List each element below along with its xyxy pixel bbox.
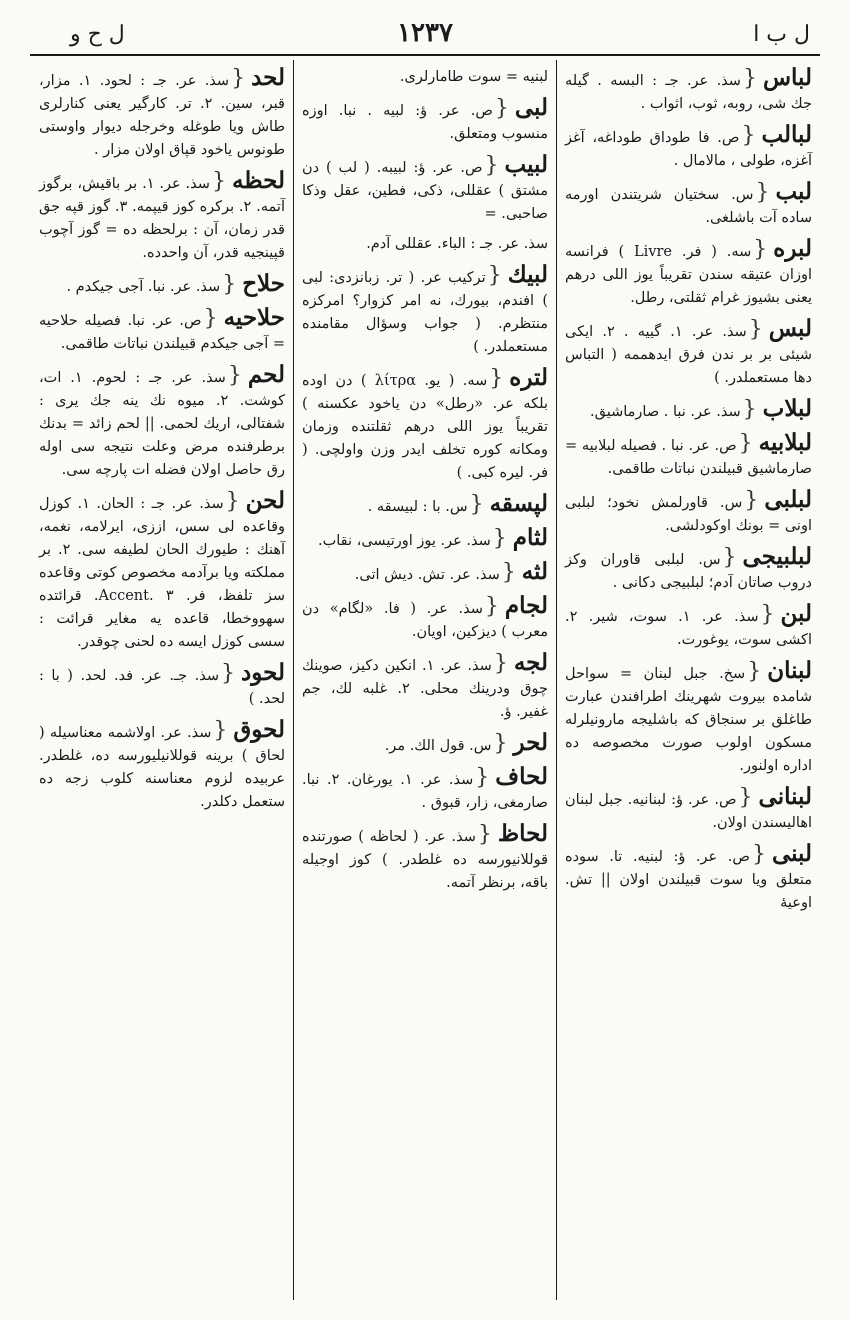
headword: لبلبی bbox=[764, 486, 812, 513]
brace-mark: { bbox=[751, 842, 766, 867]
headword: لثه bbox=[521, 558, 548, 585]
definition: سذ. عر. ۱. انکین دکیز، صوینك چوق ودرینك محلی. ۲. غلبه لك، جم غفیر. ؤ. bbox=[302, 658, 549, 720]
headword: لباس bbox=[762, 64, 812, 91]
dictionary-entry bbox=[302, 366, 548, 485]
dictionary-entry bbox=[565, 659, 812, 778]
brace-mark: { bbox=[231, 66, 246, 91]
definition: س. با : لبیسقه . bbox=[367, 499, 468, 515]
dictionary-entry bbox=[39, 363, 285, 482]
dictionary-entry bbox=[302, 153, 548, 226]
definition: سذ. عر. جـ : الحان. ۱. کوزل وقاعده لی سس، اززی، ایرلامه، نغمه، آهنك : طیورك الحان لطیفه سی. ۲. بر مملکته ویا برآدمه مخصوص کوتی وقاعده سز تلفظ، فر. Accent. ۳. قرائتده سهووخطا، قاعده یه مغایر قرائت : سسی کوزل ایسه ده لحنی چوقدر. bbox=[39, 496, 285, 650]
brace-mark: { bbox=[475, 765, 490, 790]
definition: سذ. عر. تش. دیش اتی. bbox=[354, 567, 500, 583]
headword: حلاحیه bbox=[223, 304, 285, 331]
definition: لبنیه = سوت طامارلری. bbox=[399, 69, 548, 85]
brace-mark: { bbox=[748, 317, 763, 342]
dictionary-entry bbox=[39, 661, 285, 711]
definition: سذ. عر. جـ : لحوم. ۱. ات، کوشت. ۲. میوه نك ینه جك یری : شفتالی، اریك لحمی. || لحم زائد = بدنك برطرفنده مرض وعلت نتیجه سی اوله رق حاصل اولان فضله ات پارچه سی. bbox=[39, 370, 285, 478]
headword: لحاف bbox=[495, 763, 548, 790]
brace-mark: { bbox=[744, 488, 759, 513]
dictionary-entry bbox=[302, 233, 548, 256]
headword: لبلابیه bbox=[758, 429, 812, 456]
headword: لحم bbox=[247, 361, 285, 388]
definition: سذ. عر. نبا . صارماشیق. bbox=[590, 404, 741, 420]
dictionary-entry bbox=[302, 651, 548, 724]
page-header bbox=[30, 18, 820, 56]
definition: س. لبلبی قاوران وکز دروب صاتان آدم؛ لبلبیجی دکانی . bbox=[565, 552, 812, 591]
dictionary-entry bbox=[565, 237, 812, 310]
headword: لحن bbox=[245, 487, 285, 514]
definition: س. سختیان شریتندن اورمه ساده آت باشلغی. bbox=[565, 187, 812, 226]
definition: سذ. عر. جـ : الباء. عقللی آدم. bbox=[366, 236, 548, 252]
definition: سذ. عر. اولاشمه معناسیله ( لحاق ) برینه قوللانیلیورسه ده، غلطدر. عربیده لزوم معناسنه کلوب زجه ده ستعمل دکلدر. bbox=[39, 725, 285, 810]
dictionary-entry bbox=[302, 96, 548, 146]
dictionary-entry bbox=[39, 306, 285, 356]
brace-mark: { bbox=[493, 651, 508, 676]
brace-mark: { bbox=[225, 489, 240, 514]
dictionary-entry bbox=[39, 66, 285, 162]
brace-mark: { bbox=[227, 363, 242, 388]
column-left bbox=[31, 60, 294, 1300]
definition: سذ. عر. ۱. سوت، شیر. ۲. اکشی سوت، یوغورت. bbox=[565, 609, 812, 648]
brace-mark: { bbox=[213, 718, 228, 743]
columns bbox=[30, 60, 820, 1300]
brace-mark: { bbox=[742, 66, 757, 91]
dictionary-entry bbox=[565, 785, 812, 835]
brace-mark: { bbox=[753, 237, 768, 262]
headword: لبب bbox=[775, 178, 812, 205]
headword: لبالب bbox=[761, 121, 812, 148]
headword: لبیب bbox=[504, 151, 548, 178]
definition: سذ. عر. ۱. گییه . ۲. ایکی شیئی بر بر ندن فرق ایدهممه ( التباس دها مستعملدر. ) bbox=[565, 324, 812, 386]
brace-mark: { bbox=[722, 545, 737, 570]
definition: س. قول الك. مر. bbox=[384, 738, 492, 754]
definition: سذ. عر. جـ : لحود. ۱. مزار، قبر، سین. ۲. تر. کارگیر یعنی کنارلری طاش ویا طوغله وخرجله دیوار واوستی طونوس یاخود قپاق اولان مزار . bbox=[39, 73, 285, 158]
brace-mark: { bbox=[489, 366, 504, 391]
brace-mark: { bbox=[221, 661, 236, 686]
brace-mark: { bbox=[493, 731, 508, 756]
brace-mark: { bbox=[747, 659, 762, 684]
definition: ص. فا طوداق طوداغه، آغز آغزه، طولی ، مالامال . bbox=[565, 130, 812, 169]
definition: ص. عر. نبا. فصیله حلاحیه = آجی جیکدم قبیلندن نباتات طاقمی. bbox=[39, 313, 285, 352]
headword: لحاظ bbox=[497, 820, 548, 847]
dictionary-page bbox=[30, 18, 820, 1300]
dictionary-entry bbox=[565, 397, 812, 424]
column-right bbox=[557, 60, 820, 1300]
dictionary-entry bbox=[302, 731, 548, 758]
dictionary-entry bbox=[565, 842, 812, 915]
header-letters-right: ل ب ا bbox=[753, 22, 810, 47]
headword: لبلبیجی bbox=[742, 543, 812, 570]
headword: لحر bbox=[513, 729, 548, 756]
headword: لحد bbox=[251, 64, 286, 91]
dictionary-entry bbox=[565, 317, 812, 390]
definition: سه. ( یو. λίτρα ) دن اوده بلکه عر. «رطل» دن یاخود عکسنه ) تقریباً یوز اللی درهم ثقلتنده وزمان ومکانه کوره تخلف ایدر وزن واولچی. ( فر. لیره کبی. ) bbox=[302, 373, 548, 481]
definition: سذ. عر. جـ : البسه . گیله جك شی، روبه، ثوب، اثواب . bbox=[565, 73, 812, 112]
brace-mark: { bbox=[203, 306, 218, 331]
brace-mark: { bbox=[484, 594, 499, 619]
dictionary-entry bbox=[302, 822, 548, 895]
headword: لثام bbox=[512, 524, 548, 551]
headword: لحوق bbox=[233, 716, 285, 743]
definition: س. قاورلمش نخود؛ لبلبی اونی = بونك اوکودلشی. bbox=[565, 495, 812, 534]
definition: سذ. عر. ۱. بر باقیش، برگوز آتمه. ۲. برکره کوز قیپمه. ۳. گوز قپه جق قدر زمان، آن : برلحظه ده = گوز آچوب قپینجیه قدر، آن واحدده. bbox=[39, 176, 285, 261]
header-letters-left: ل ح و bbox=[70, 22, 125, 47]
headword: لتره bbox=[509, 364, 548, 391]
dictionary-entry bbox=[302, 560, 548, 587]
page-number: ۱۲۳۷ bbox=[397, 18, 453, 48]
headword: لبس bbox=[768, 315, 812, 342]
definition: ص. عر. ؤ: لبیه . نبا. اوزه منسوب ومتعلق. bbox=[302, 103, 548, 142]
brace-mark: { bbox=[484, 153, 499, 178]
headword: لحود bbox=[241, 659, 285, 686]
brace-mark: { bbox=[738, 785, 753, 810]
definition: سذ. عر. ۱. یورغان. ۲. نبا. صارمغی، زار، قبوق . bbox=[302, 772, 548, 811]
brace-mark: { bbox=[211, 169, 226, 194]
brace-mark: { bbox=[469, 492, 484, 517]
dictionary-entry bbox=[565, 602, 812, 652]
definition: ص. عر. نبا . فصیله لبلابیه = صارماشیق قبیلندن نباتات طاقمی. bbox=[565, 438, 812, 477]
definition: سذ. عر. نبا. آجی جیکدم . bbox=[66, 279, 221, 295]
brace-mark: { bbox=[222, 272, 237, 297]
brace-mark: { bbox=[487, 263, 502, 288]
dictionary-entry bbox=[302, 765, 548, 815]
headword: لبیك bbox=[507, 261, 548, 288]
definition: سذ. جـ. عر. فد. لحد. ( با : لحد. ) bbox=[39, 668, 285, 707]
definition: سه. ( فر. Livre ) فرانسه اوزان عتیقه سندن تقریباً یوز اللی درهم یعنی بشیوز غرام ثقلتی، رطل. bbox=[565, 244, 812, 306]
definition: سذ. عر. ( لحاظه ) صورتنده قوللانیورسه ده غلطدر. ) کوز اوجیله باقه، برنظر آتمه. bbox=[302, 829, 548, 891]
dictionary-entry bbox=[302, 66, 548, 89]
dictionary-entry bbox=[39, 718, 285, 814]
headword: حلاح bbox=[242, 270, 285, 297]
headword: لبی bbox=[514, 94, 548, 121]
dictionary-entry bbox=[39, 489, 285, 654]
definition: ص. عر. ؤ: لبنیه. تا. سوده متعلق ویا سوت قبیلندن اولان || تش. اوعیهٔ bbox=[565, 849, 812, 911]
headword: لبنی bbox=[771, 840, 812, 867]
headword: لبره bbox=[773, 235, 812, 262]
brace-mark: { bbox=[742, 397, 757, 422]
definition: سخ. جبل لبنان = سواحل شامده بیروت شهرینك اطرافندن عبارت طاغلق بر سنجاق که باشلیجه مارونیلرله مسکون اولوب صورت مخصوصه ده اداره اولنور. bbox=[565, 666, 812, 774]
headword: لبنانی bbox=[758, 783, 812, 810]
headword: لپسقه bbox=[489, 490, 548, 517]
dictionary-entry bbox=[302, 594, 548, 644]
dictionary-entry bbox=[565, 545, 812, 595]
headword: لبلاب bbox=[762, 395, 812, 422]
dictionary-entry bbox=[302, 492, 548, 519]
dictionary-entry bbox=[302, 526, 548, 553]
definition: ترکیب عر. ( تر. زبانزدی: لبی ) افندم، بیورك، نه امر کزوار؟ امرکزه منتظرم. ( جواب وسؤال مقامنده مستعملدر. ) bbox=[302, 270, 548, 355]
dictionary-entry bbox=[565, 66, 812, 116]
brace-mark: { bbox=[760, 602, 775, 627]
dictionary-entry bbox=[302, 263, 548, 359]
dictionary-entry bbox=[565, 123, 812, 173]
dictionary-entry bbox=[39, 272, 285, 299]
headword: لبنان bbox=[767, 657, 812, 684]
headword: لجام bbox=[504, 592, 548, 619]
definition: سذ. عر. یوز اورتیسی، نقاب. bbox=[318, 533, 491, 549]
brace-mark: { bbox=[755, 180, 770, 205]
dictionary-entry bbox=[565, 431, 812, 481]
definition: ص. عر. ؤ: لبیبه. ( لب ) دن مشتق ) عقللی، ذکی، فطین، عقل وذکا صاحبی. = bbox=[302, 160, 548, 222]
brace-mark: { bbox=[477, 822, 492, 847]
column-middle bbox=[294, 60, 557, 1300]
headword: لبن bbox=[780, 600, 812, 627]
headword: لحظه bbox=[231, 167, 285, 194]
brace-mark: { bbox=[738, 431, 753, 456]
headword: لجه bbox=[513, 649, 548, 676]
definition: ص. عر. ؤ: لبنانیه. جبل لبنان اهالیسندن اولان. bbox=[565, 792, 812, 831]
dictionary-entry bbox=[565, 180, 812, 230]
dictionary-entry bbox=[565, 488, 812, 538]
dictionary-entry bbox=[39, 169, 285, 265]
definition: سذ. عر. ( فا. «لگام» دن معرب ) دیزکین، اویان. bbox=[302, 601, 548, 640]
brace-mark: { bbox=[494, 96, 509, 121]
brace-mark: { bbox=[741, 123, 756, 148]
brace-mark: { bbox=[492, 526, 507, 551]
brace-mark: { bbox=[501, 560, 516, 585]
